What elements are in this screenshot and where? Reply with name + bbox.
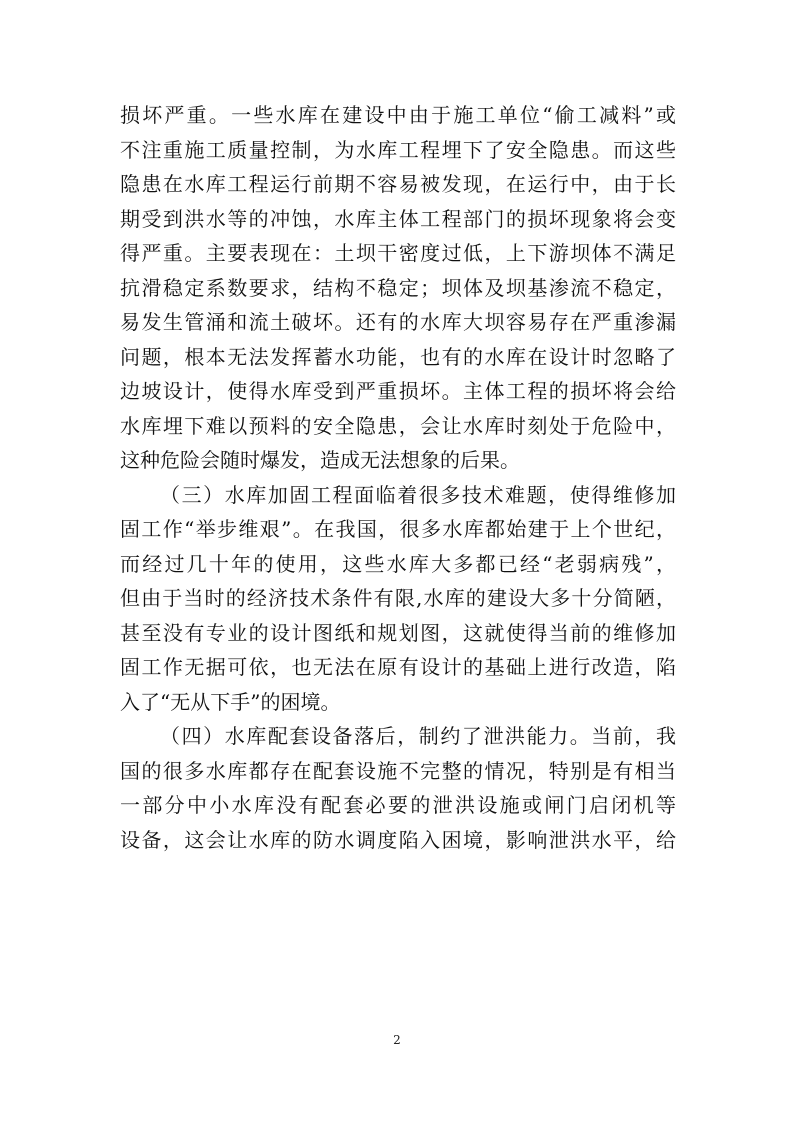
text-line: 入了“无从下手”的困境。 xyxy=(120,689,341,714)
text-line: 设备，这会让水库的防水调度陷入困境，影响泄洪水平，给 xyxy=(120,827,676,852)
text-line: （三）水库加固工程面临着很多技术难题，使得维修加 xyxy=(160,482,676,507)
text-line: 水库埋下难以预料的安全隐患，会让水库时刻处于危险中， xyxy=(120,413,676,438)
text-line: 固工作“举步维艰”。在我国，很多水库都始建于上个世纪， xyxy=(120,517,676,541)
text-line: 得严重。主要表现在：土坝干密度过低，上下游坝体不满足 xyxy=(120,241,676,265)
text-line: 损坏严重。一些水库在建设中由于施工单位“偷工减料”或 xyxy=(120,103,676,127)
text-line: 边坡设计，使得水库受到严重损坏。主体工程的损坏将会给 xyxy=(120,379,676,403)
text-line: 而经过几十年的使用，这些水库大多都已经“老弱病残”， xyxy=(120,551,676,576)
text-line: 问题，根本无法发挥蓄水功能，也有的水库在设计时忽略了 xyxy=(120,344,676,369)
text-line: 不注重施工质量控制，为水库工程埋下了安全隐患。而这些 xyxy=(120,137,676,162)
text-line: 抗滑稳定系数要求，结构不稳定；坝体及坝基渗流不稳定， xyxy=(120,275,676,300)
text-line: 国的很多水库都存在配套设施不完整的情况，特别是有相当 xyxy=(120,758,676,783)
body-text xyxy=(120,98,676,857)
text-line: 甚至没有专业的设计图纸和规划图，这就使得当前的维修加 xyxy=(120,620,676,645)
text-line: 期受到洪水等的冲蚀，水库主体工程部门的损坏现象将会变 xyxy=(120,206,676,231)
text-line: （四）水库配套设备落后，制约了泄洪能力。当前，我 xyxy=(160,724,676,748)
text-line: 但由于当时的经济技术条件有限,水库的建设大多十分简陋， xyxy=(120,586,676,610)
text-line: 一部分中小水库没有配套必要的泄洪设施或闸门启闭机等 xyxy=(120,793,676,817)
page-number: 2 xyxy=(393,1033,401,1047)
text-line: 固工作无据可依，也无法在原有设计的基础上进行改造，陷 xyxy=(120,655,676,679)
text-line: 这种危险会随时爆发，造成无法想象的后果。 xyxy=(120,448,520,472)
text-line: 隐患在水库工程运行前期不容易被发现，在运行中，由于长 xyxy=(120,172,676,196)
text-line: 易发生管涌和流土破坏。还有的水库大坝容易存在严重渗漏 xyxy=(120,310,676,334)
